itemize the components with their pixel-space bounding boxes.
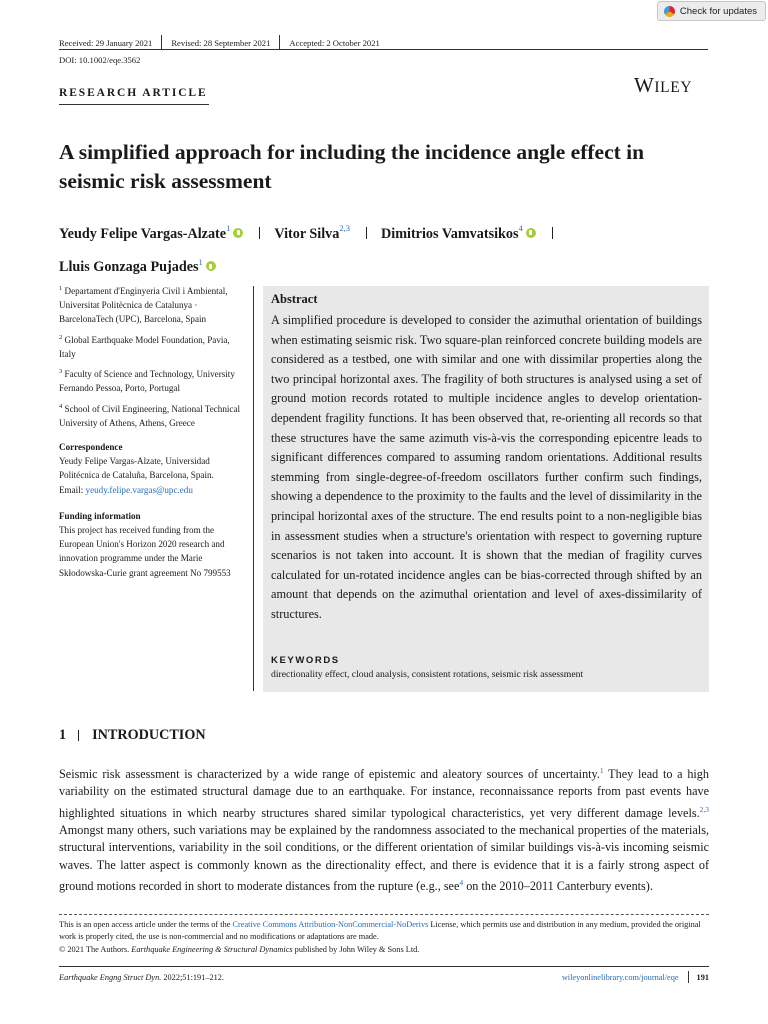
section-divider: [78, 730, 79, 741]
author[interactable]: Yeudy Felipe Vargas-Alzate$^1$: [59, 226, 243, 242]
funding-text: This project has received funding from the European Union's Horizon 2020 research and innovation programme under the Marie Skłodowska-Curie grant agreement No 799553: [59, 524, 231, 578]
orcid-icon[interactable]: [233, 228, 243, 238]
article-dates: [59, 35, 380, 50]
doi[interactable]: DOI: 10.1002/eqe.3562: [59, 55, 141, 65]
author[interactable]: Dimitrios Vamvatsikos$^4$: [381, 226, 536, 242]
date-divider: [161, 35, 162, 50]
page-title: A simplified approach for including the incidence angle effect in seismic risk assessment: [59, 140, 645, 193]
funding-heading: Funding information: [59, 510, 141, 521]
footer-right: [562, 971, 709, 983]
journal-name: Earthquake Engineering & Structural Dynamics: [131, 944, 293, 954]
license-link[interactable]: Creative Commons Attribution-NonCommercial-NoDerivs: [232, 920, 429, 929]
check-for-updates-label: Check for updates: [679, 5, 757, 17]
footer-divider: [688, 971, 689, 983]
journal-url-link[interactable]: wileyonlinelibrary.com/journal/eqe: [561, 972, 679, 982]
author-divider: [259, 227, 260, 239]
license-divider: [59, 914, 709, 915]
revised-date: Revised: 28 September 2021: [171, 37, 271, 48]
citation-link[interactable]: 4: [459, 877, 464, 887]
section-title: INTRODUCTION: [92, 727, 206, 743]
publisher-logo-rest: ILEY: [654, 79, 693, 96]
publisher-logo: [634, 73, 692, 98]
column-divider: [253, 286, 254, 691]
article-type: RESEARCH ARTICLE: [59, 87, 208, 99]
footer-citation: Earthquake Engng Struct Dyn. 2022;51:191–212.: [59, 973, 225, 982]
author-divider: [366, 227, 367, 239]
license-text: This is an open access article under the terms of the Creative Commons Attribution-NonCommercial-NoDerivs License, which permits use and distribution in any medium, provided the original work is properly cited, the use is non-commercial and no modifications or adaptations are made. © 2021 The Authors. Earthquake Engineering & Structural Dynamics published by John Wiley & Sons Ltd.: [59, 920, 701, 954]
article-type-rule: [59, 104, 209, 105]
orcid-icon[interactable]: [526, 228, 536, 238]
header-rule: [59, 49, 708, 50]
email-link[interactable]: yeudy.felipe.vargas@upc.edu: [85, 484, 193, 495]
abstract-heading: Abstract: [271, 292, 318, 306]
affiliation: $^3$ Faculty of Science and Technology, University Fernando Pessoa, Porto, Portugal: [59, 368, 235, 394]
orcid-icon[interactable]: [206, 261, 216, 271]
correspondence-heading: Correspondence: [59, 441, 123, 452]
author[interactable]: Lluis Gonzaga Pujades$^1$: [59, 259, 216, 275]
affiliation: $^1$ Departament d'Enginyeria Civil i Ambiental, Universitat Politècnica de Catalunya · BarcelonaTech (UPC), Barcelona, Spain: [59, 285, 228, 325]
keywords-heading: KEYWORDS: [271, 655, 340, 666]
page-number: 191: [696, 972, 709, 982]
section-heading: [59, 727, 206, 744]
received-date: Received: 29 January 2021: [59, 37, 153, 48]
affiliation: $^4$ School of Civil Engineering, National Technical University of Athens, Athens, Greece: [59, 402, 241, 428]
footer-rule: [59, 966, 709, 967]
left-column: [59, 282, 244, 580]
author-list: [59, 215, 709, 282]
publisher-logo-initial: W: [634, 73, 655, 97]
author[interactable]: Vitor Silva$^{2,3}$: [274, 223, 350, 242]
abstract-box: [263, 286, 709, 692]
citation-link[interactable]: 1: [599, 766, 604, 775]
keywords-text: directionality effect, cloud analysis, consistent rotations, seismic risk assessment: [271, 669, 584, 680]
author-divider: [552, 227, 553, 239]
correspondence-text: Yeudy Felipe Vargas-Alzate, Universidad Politécnica de Cataluña, Barcelona, Spain. Email: yeudy.felipe.vargas@upc.edu: [59, 456, 214, 495]
section-number: 1: [59, 727, 67, 743]
accepted-date: Accepted: 2 October 2021: [289, 37, 380, 48]
citation-link[interactable]: 2,3: [699, 804, 709, 814]
abstract-text: A simplified procedure is developed to consider the azimuthal orientation of buildings when estimating seismic risk. Two square-plan reinforced concrete building models are considered as a testbed, one with similar and one with dissimilar properties along the two principal horizontal axes. The fragility of both structures is analysed using a set of ground motion records rotated to multiple incidence angles to develop orientation-dependent fragility functions. It has been observed that, re-orienting all records so that these structures have the same azimuth vis-à-vis the corresponding epicentre leads to significant differences compared to assuming random orientations. Additional results stemming from single-degree-of-freedom oscillators further confirm such findings, showing a dependence to the proximity to the faults and the level of dissimilarity in the principal horizontal axes of the structure. The end results point to a non-negligible bias in assessment studies when a structure's orientation with respect to governing rupture scenarios is not taken into account. It is shown that the median of fragility curves calculated for un-rotated incidence angles can be bias-corrected through shifted by an amount that depends on the azimuthal orientation and level of axes-dissimilarity of structures.: [271, 313, 702, 621]
affiliation: $^2$ Global Earthquake Model Foundation, Pavia, Italy: [59, 333, 230, 359]
check-for-updates-button[interactable]: [657, 1, 766, 21]
date-divider: [279, 35, 280, 50]
crossmark-icon: [664, 6, 675, 17]
intro-paragraph: Seismic risk assessment is characterized by a wide range of epistemic and aleatory sources of uncertainty.$^1$ They lead to a high variability on the estimated structural damage due to an earthquake. For instance, reconnaissance reports from past events have highlighted situations in which nearby structures shared similar typological characteristics, yet very different damage levels.$^{2,3}$ Amongst many others, such variations may be explained by the randomness associated to the mechanical properties of the materials, structural interventions, variability in the soil conditions, or the different orientation of similar buildings vis-à-vis incoming seismic waves. The latter aspect is commonly known as the directionality effect, and there is evidence that it is a fairly strong aspect of ground motions recorded in short to moderate distances from the rupture (e.g., see$^4$ on the 2010–2011 Canterbury events).: [59, 766, 709, 893]
